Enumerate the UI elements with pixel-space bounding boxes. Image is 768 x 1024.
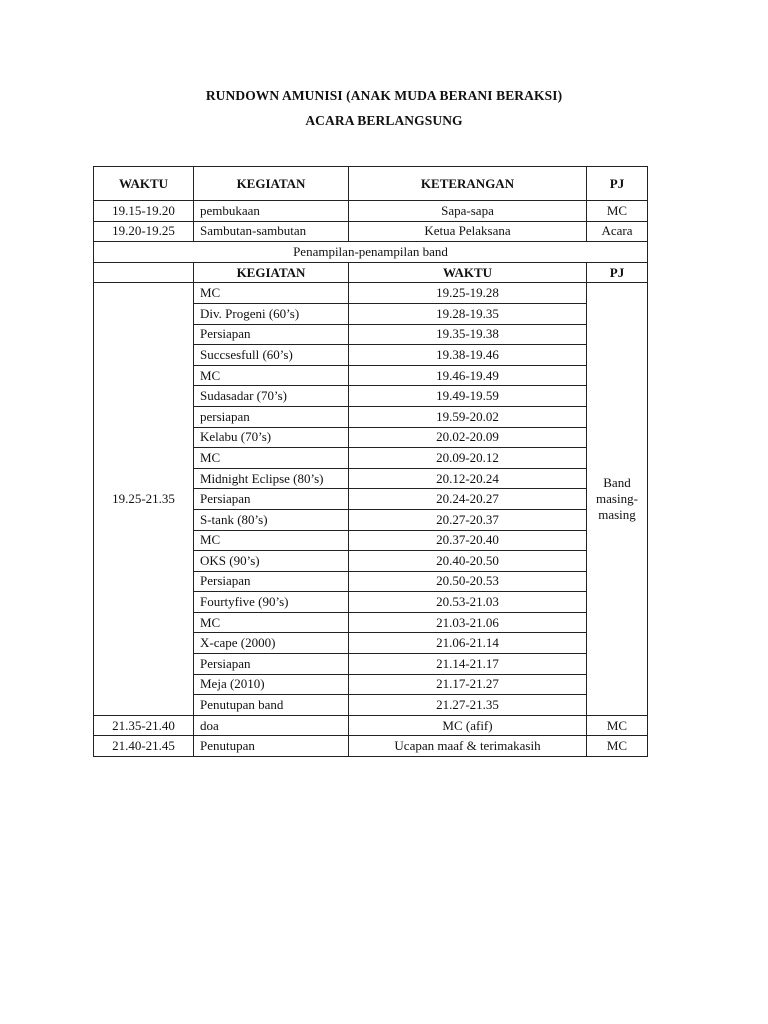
cell-keterangan: MC (afif) (349, 715, 587, 736)
band-row-waktu: 20.53-21.03 (349, 592, 587, 613)
band-row-kegiatan: MC (194, 530, 349, 551)
band-row-kegiatan: MC (194, 365, 349, 386)
cell-kegiatan: Sambutan-sambutan (194, 221, 349, 242)
table-row (94, 221, 648, 242)
band-row (94, 283, 648, 304)
band-section-title-row (94, 242, 648, 263)
band-row-waktu: 19.35-19.38 (349, 324, 587, 345)
table-row (94, 736, 648, 757)
band-row-kegiatan: MC (194, 448, 349, 469)
band-row-waktu: 20.50-20.53 (349, 571, 587, 592)
band-row-waktu: 19.46-19.49 (349, 365, 587, 386)
cell-waktu: 19.15-19.20 (94, 201, 194, 222)
cell-keterangan: Ucapan maaf & terimakasih (349, 736, 587, 757)
cell-pj: MC (587, 201, 648, 222)
document-title: RUNDOWN AMUNISI (ANAK MUDA BERANI BERAKSI) (205, 88, 563, 103)
band-row-waktu: 20.09-20.12 (349, 448, 587, 469)
band-subheader-empty (94, 262, 194, 283)
band-section-waktu: 19.25-21.35 (94, 283, 194, 715)
band-row-kegiatan: S-tank (80’s) (194, 509, 349, 530)
band-row-kegiatan: MC (194, 612, 349, 633)
band-row-kegiatan: Penutupan band (194, 695, 349, 716)
band-row-kegiatan: Sudasadar (70’s) (194, 386, 349, 407)
cell-kegiatan: doa (194, 715, 349, 736)
band-row-kegiatan: Persiapan (194, 324, 349, 345)
cell-pj: MC (587, 715, 648, 736)
band-row-waktu: 20.37-20.40 (349, 530, 587, 551)
band-row-waktu: 20.12-20.24 (349, 468, 587, 489)
band-subheader-pj: PJ (587, 262, 648, 283)
rundown-table (93, 166, 648, 757)
band-row-waktu: 19.59-20.02 (349, 406, 587, 427)
band-row-kegiatan: OKS (90’s) (194, 551, 349, 572)
band-row-waktu: 21.17-21.27 (349, 674, 587, 695)
table-header-row (94, 167, 648, 201)
band-row-waktu: 20.40-20.50 (349, 551, 587, 572)
header-waktu: WAKTU (94, 167, 194, 201)
header-pj: PJ (587, 167, 648, 201)
band-row-kegiatan: Persiapan (194, 571, 349, 592)
band-row-kegiatan: Kelabu (70’s) (194, 427, 349, 448)
cell-waktu: 21.35-21.40 (94, 715, 194, 736)
band-row-kegiatan: Fourtyfive (90’s) (194, 592, 349, 613)
band-row-waktu: 19.28-19.35 (349, 303, 587, 324)
cell-pj: MC (587, 736, 648, 757)
cell-kegiatan: pembukaan (194, 201, 349, 222)
cell-keterangan: Ketua Pelaksana (349, 221, 587, 242)
band-row-waktu: 21.03-21.06 (349, 612, 587, 633)
band-section-title: Penampilan-penampilan band (94, 242, 648, 263)
band-subheader-waktu: WAKTU (349, 262, 587, 283)
band-row-kegiatan: Persiapan (194, 654, 349, 675)
table-row (94, 201, 648, 222)
band-subheader-kegiatan: KEGIATAN (194, 262, 349, 283)
rundown-table-body (94, 167, 648, 757)
cell-waktu: 21.40-21.45 (94, 736, 194, 757)
band-row-waktu: 19.49-19.59 (349, 386, 587, 407)
band-row-waktu: 20.27-20.37 (349, 509, 587, 530)
band-row-waktu: 21.14-21.17 (349, 654, 587, 675)
cell-waktu: 19.20-19.25 (94, 221, 194, 242)
band-row-waktu: 19.25-19.28 (349, 283, 587, 304)
header-keterangan: KETERANGAN (349, 167, 587, 201)
band-row-waktu: 21.06-21.14 (349, 633, 587, 654)
cell-pj: Acara (587, 221, 648, 242)
band-row-kegiatan: MC (194, 283, 349, 304)
band-row-kegiatan: Midnight Eclipse (80’s) (194, 468, 349, 489)
band-row-waktu: 20.24-20.27 (349, 489, 587, 510)
band-row-kegiatan: persiapan (194, 406, 349, 427)
band-row-kegiatan: Div. Progeni (60’s) (194, 303, 349, 324)
band-row-waktu: 21.27-21.35 (349, 695, 587, 716)
cell-keterangan: Sapa-sapa (349, 201, 587, 222)
band-section-pj: Band masing-masing (587, 283, 648, 715)
band-subheader-row (94, 262, 648, 283)
band-row-waktu: 19.38-19.46 (349, 345, 587, 366)
band-row-kegiatan: Succsesfull (60’s) (194, 345, 349, 366)
header-kegiatan: KEGIATAN (194, 167, 349, 201)
band-row-kegiatan: Persiapan (194, 489, 349, 510)
band-row-kegiatan: Meja (2010) (194, 674, 349, 695)
band-row-kegiatan: X-cape (2000) (194, 633, 349, 654)
band-row-waktu: 20.02-20.09 (349, 427, 587, 448)
document-subtitle: ACARA BERLANGSUNG (305, 113, 463, 128)
cell-kegiatan: Penutupan (194, 736, 349, 757)
table-row (94, 715, 648, 736)
